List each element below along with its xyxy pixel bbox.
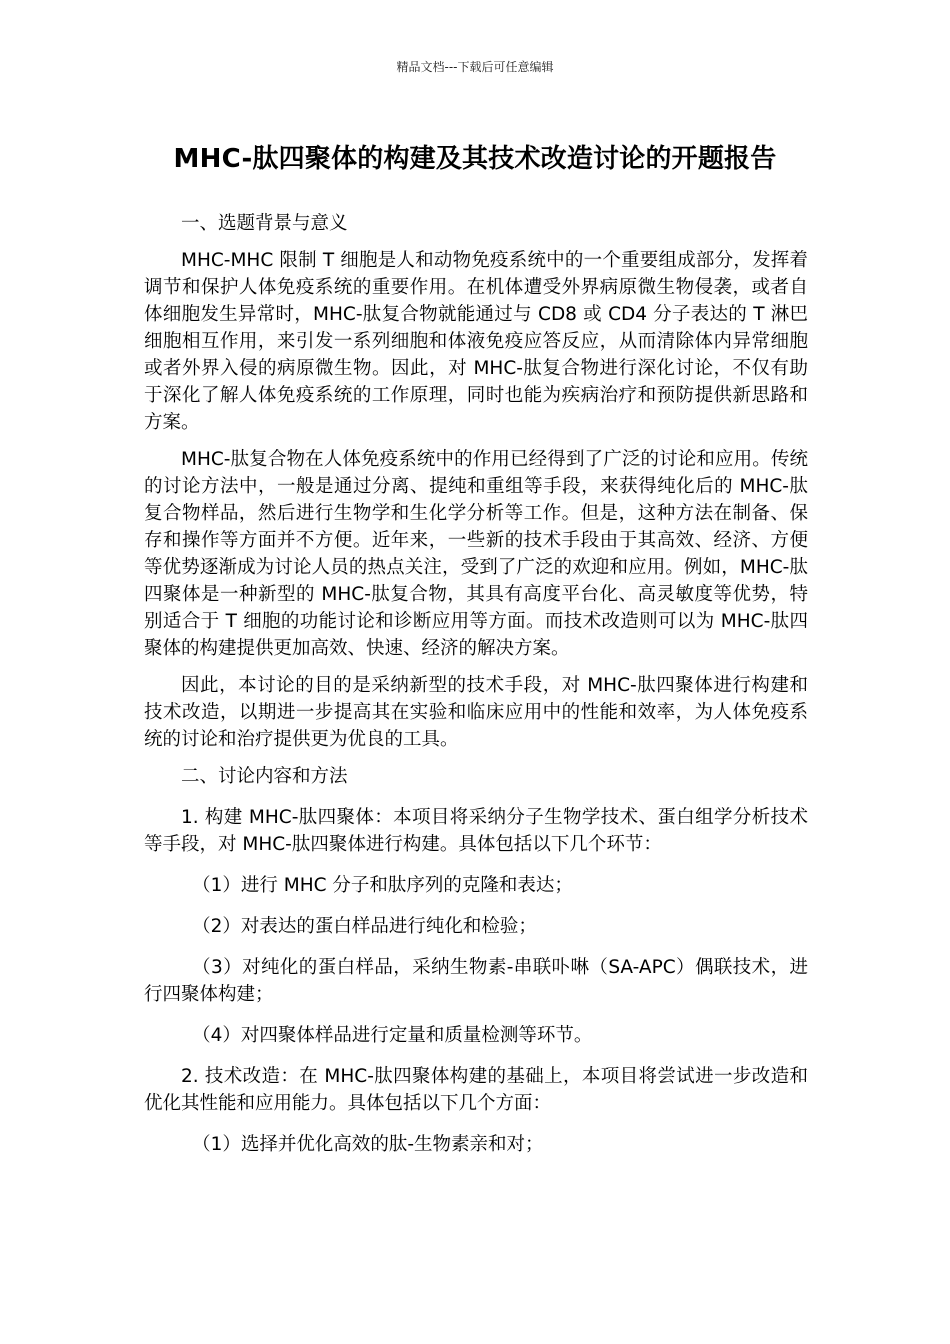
list-item-construction: 1. 构建 MHC-肽四聚体：本项目将采纳分子生物学技术、蛋白组学分析技术等手段，对 MHC-肽四聚体进行构建。具体包括以下几个环节： (144, 807, 808, 855)
sub-item-purification: （2）对表达的蛋白样品进行纯化和检验； (192, 916, 537, 937)
document-title: MHC-肽四聚体的构建及其技术改造讨论的开题报告 (173, 144, 777, 174)
sub-item-cloning: （1）进行 MHC 分子和肽序列的克隆和表达； (192, 875, 573, 896)
document-body (144, 210, 808, 1158)
paragraph-background: MHC-MHC 限制 T 细胞是人和动物免疫系统中的一个重要组成部分，发挥着调节和保护人体免疫系统的重要作用。在机体遭受外界病原微生物侵袭，或者自体细胞发生异常时，MHC-肽复合物就能通过与 CD8 或 CD4 分子表达的 T 淋巴细胞相互作用，来引发一系列细胞和体液免疫应答反应，从而清除体内异常细胞或者外界入侵的病原微生物。因此，对 MHC-肽复合物进行深化讨论，不仅有助于深化了解人体免疫系统的工作原理，同时也能为疾病治疗和预防提供新思路和方案。 (144, 250, 808, 433)
sub-item-tetramer-assembly: （3）对纯化的蛋白样品，采纳生物素-串联卟啉（SA-APC）偶联技术，进行四聚体构建； (144, 957, 808, 1005)
section-heading-background: 一、选题背景与意义 (181, 213, 348, 234)
section-heading-methods: 二、讨论内容和方法 (181, 766, 348, 787)
sub-item-peptide-biotin: （1）选择并优化高效的肽-生物素亲和对； (192, 1134, 544, 1155)
paragraph-current-methods: MHC-肽复合物在人体免疫系统中的作用已经得到了广泛的讨论和应用。传统的讨论方法中，一般是通过分离、提纯和重组等手段，来获得纯化后的 MHC-肽复合物样品，然后进行生物学和生化学分析等工作。但是，这种方法在制备、保存和操作等方面并不方便。近年来，一些新的技术手段由于其高效、经济、方便等优势逐渐成为讨论人员的热点关注，受到了广泛的欢迎和应用。例如，MHC-肽四聚体是一种新型的 MHC-肽复合物，其具有高度平台化、高灵敏度等优势，特别适合于 T 细胞的功能讨论和诊断应用等方面。而技术改造则可以为 MHC-肽四聚体的构建提供更加高效、快速、经济的解决方案。 (144, 449, 808, 659)
header-note: 精品文档---下载后可任意编辑 (396, 60, 554, 74)
paragraph-purpose: 因此，本讨论的目的是采纳新型的技术手段，对 MHC-肽四聚体进行构建和技术改造，以期进一步提高其在实验和临床应用中的性能和效率，为人体免疫系统的讨论和治疗提供更为优良的工具。 (144, 675, 808, 750)
list-item-modification: 2. 技术改造：在 MHC-肽四聚体构建的基础上，本项目将尝试进一步改造和优化其性能和应用能力。具体包括以下几个方面： (144, 1066, 808, 1114)
sub-item-quality-check: （4）对四聚体样品进行定量和质量检测等环节。 (192, 1025, 593, 1046)
